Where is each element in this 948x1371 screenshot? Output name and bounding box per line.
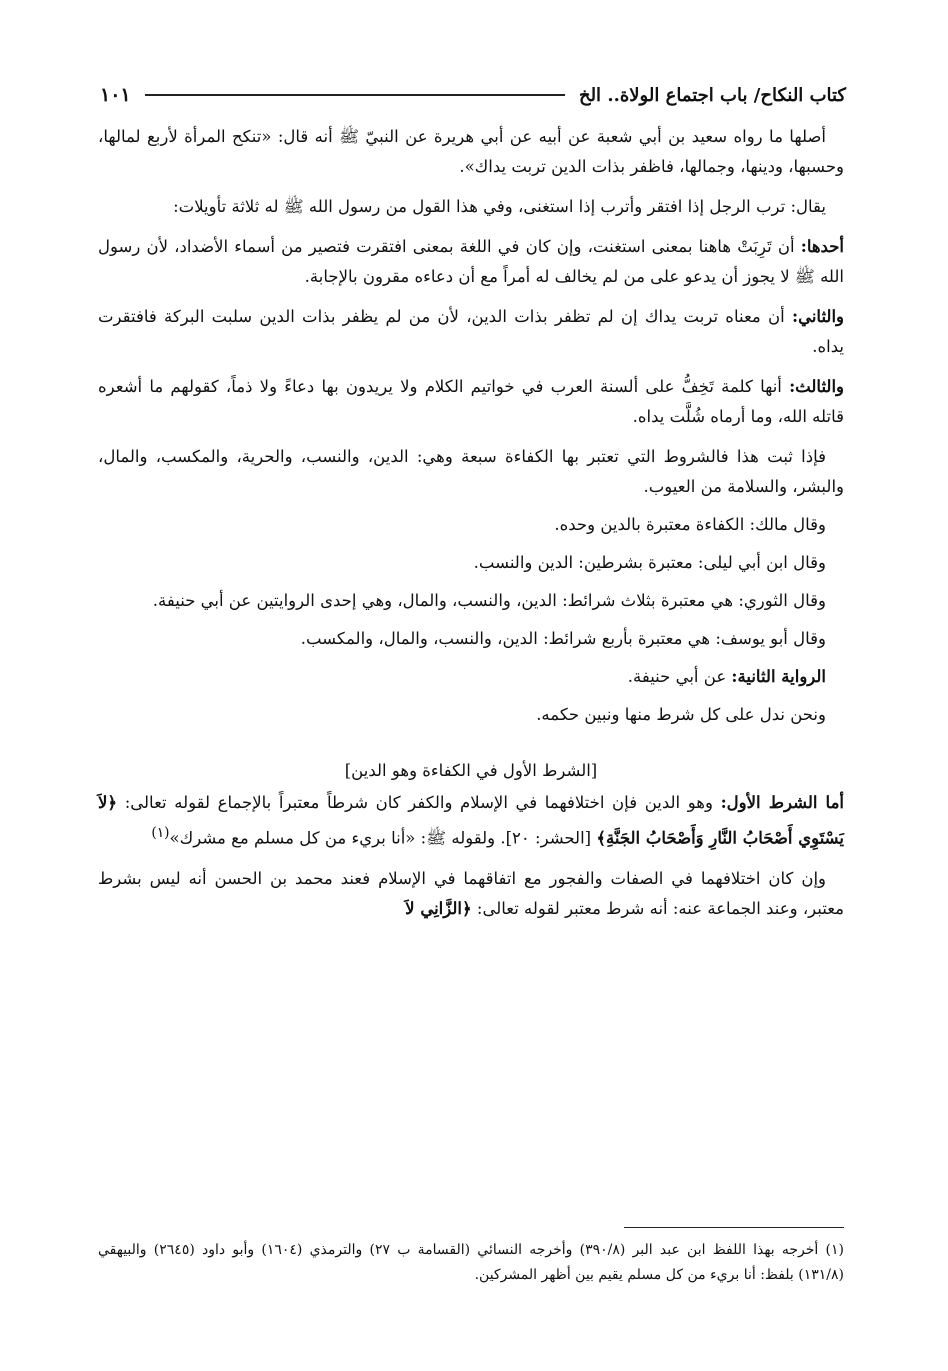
paragraph-text: وقال أبو يوسف: هي معتبرة بأربع شرائط: الدين، والنسب، والمال، والمكسب.: [300, 629, 826, 648]
header-title: كتاب النكاح/ باب اجتماع الولاة.. الخ: [578, 84, 846, 106]
paragraph-text: ولقوله ﷺ: «أنا بريء من كل مسلم مع مشرك»: [169, 828, 496, 848]
footnote-marker: (١): [151, 825, 170, 841]
paragraph: [98, 122, 844, 182]
paragraph-lead: أما الشرط الأول:: [720, 793, 844, 812]
paragraph-text: أن تَرِبَتْ هاهنا بمعنى استغنت، وإن كان في اللغة بمعنى افتقرت فتصير من أسماء الأضداد، لأن رسول الله ﷺ لا يجوز أن يدعو على من لم يخالف له أمراً مع أن دعاءه مقرون بالإجابة.: [98, 237, 844, 286]
paragraph-lead: أحدها:: [800, 237, 844, 256]
paragraph: [98, 442, 844, 502]
footnotes: [98, 1238, 844, 1288]
paragraph-text: وقال الثوري: هي معتبرة بثلاث شرائط: الدين، والنسب، والمال، وهي إحدى الروايتين عن أبي حنيفة.: [152, 591, 826, 610]
paragraph: [98, 192, 844, 222]
paragraph: [98, 624, 844, 654]
main-text: [98, 122, 844, 932]
paragraph: [98, 372, 844, 432]
paragraph: [98, 510, 844, 540]
paragraph-text: فإذا ثبت هذا فالشروط التي تعتبر بها الكفاءة سبعة وهي: الدين، والنسب، والحرية، والمكسب، والمال، والبشر، والسلامة من العيوب.: [98, 447, 844, 496]
page-number: ١٠١: [100, 84, 131, 106]
paragraph: [98, 548, 844, 578]
paragraph-text: أنها كلمة تَخِفُّ على ألسنة العرب في خواتيم الكلام ولا يريدون بها دعاءً ولا ذماً، كقولهم ما أشعره قاتله الله، وما أرماه شُلَّت يداه.: [98, 377, 844, 426]
paragraph-text: ونحن ندل على كل شرط منها ونبين حكمه.: [536, 705, 826, 724]
paragraph-lead: والثالث:: [789, 377, 844, 396]
paragraph: [98, 864, 844, 924]
paragraph: [98, 586, 844, 616]
quran-verse: ﴿الزَّانِي لاَ: [405, 898, 472, 918]
paragraph-text: وقال مالك: الكفاءة معتبرة بالدين وحده.: [554, 515, 826, 534]
paragraph-lead: والثاني:: [791, 307, 845, 326]
paragraph-text: وهو الدين فإن اختلافهما في الإسلام والكفر كان شرطاً معتبراً بالإجماع لقوله تعالى:: [124, 793, 713, 812]
header-rule: [145, 94, 565, 96]
paragraph-lead: الرواية الثانية:: [731, 667, 826, 686]
paragraph-text: عن أبي حنيفة.: [627, 667, 727, 686]
paragraph: [98, 700, 844, 730]
paragraph-text: أن معناه تربت يداك إن لم تظفر بذات الدين، لأن من لم يظفر بذات الدين سلبت البركة فافتقرت يداه.: [98, 307, 844, 356]
paragraph-text: وإن كان اختلافهما في الصفات والفجور مع اتفاقهما في الإسلام فعند محمد بن الحسن أنه ليس بشرط معتبر، وعند الجماعة عنه: أنه شرط معتبر لقوله تعالى:: [98, 868, 844, 918]
footnote: (١) أخرجه بهذا اللفظ ابن عبد البر (٣٩٠/٨) وأخرجه النسائي (القسامة ب ٢٧) والترمذي (١٦٠٤) وأبو داود (٢٦٤٥) والبيهقي (١٣١/٨) بلفظ: أنا بريء من كل مسلم يقيم بين أظهر المشركين.: [98, 1242, 845, 1283]
verse-reference: [الحشر: ٢٠].: [500, 828, 592, 848]
paragraph: [98, 788, 844, 854]
paragraph-text: وقال ابن أبي ليلى: معتبرة بشرطين: الدين والنسب.: [473, 553, 826, 572]
paragraph-text: يقال: ترب الرجل إذا افتقر وأترب إذا استغنى، وفي هذا القول من رسول الله ﷺ له ثلاثة تأويلات:: [173, 197, 826, 216]
footnote-rule: [624, 1227, 844, 1228]
running-header: [100, 78, 846, 112]
paragraph: [98, 662, 844, 692]
paragraph: [98, 232, 844, 292]
paragraph-text: أصلها ما رواه سعيد بن أبي شعبة عن أبيه عن أبي هريرة عن النبيّ ﷺ أنه قال: «تنكح المرأة لأربع لمالها، وحسبها، ودينها، وجمالها، فاظفر بذات الدين تربت يداك».: [98, 127, 844, 176]
paragraph: [98, 302, 844, 362]
section-title: [الشرط الأول في الكفاءة وهو الدين]: [344, 761, 598, 780]
quran-verse: ﴿لاَ يَسْتَوِي أَصْحَابُ النَّارِ وَأَصْحَابُ الجَنَّةِ﴾: [98, 793, 844, 848]
